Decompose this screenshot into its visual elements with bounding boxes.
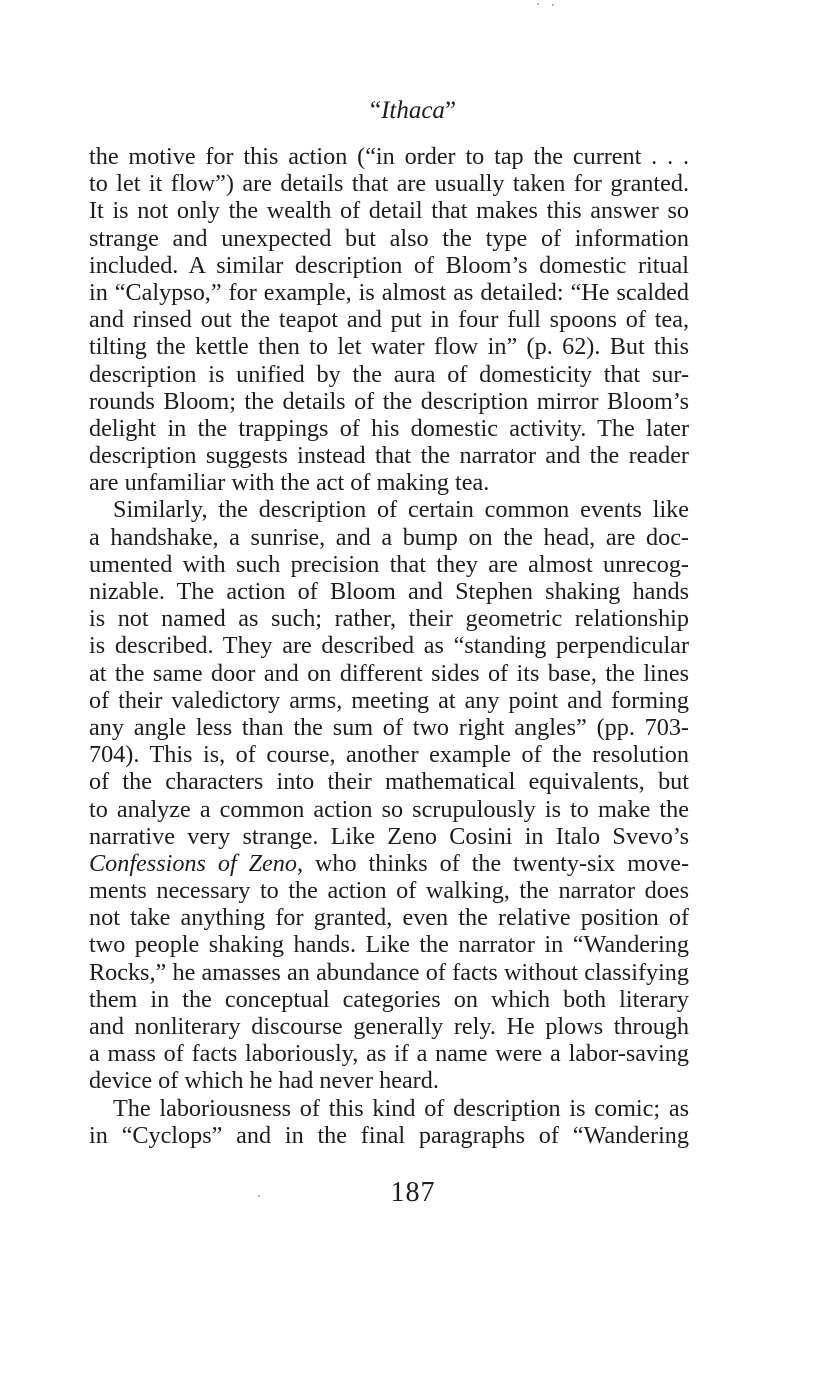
text-line: rounds Bloom; the details of the description mirror Bloom’s	[89, 387, 689, 415]
text-line: a handshake, a sunrise, and a bump on the head, are doc-	[89, 523, 689, 551]
text-line: device of which he had never heard.	[89, 1067, 439, 1095]
text-line: ments necessary to the action of walking, the narrator does	[89, 877, 689, 905]
text-line: two people shaking hands. Like the narrator in “Wandering	[89, 931, 689, 959]
scan-speck	[552, 4, 554, 6]
text-line: umented with such precision that they are almost unrecog-	[89, 550, 689, 578]
running-head	[0, 96, 826, 126]
text-line-rest: , who thinks of the twenty-six move-	[296, 849, 689, 877]
text-line: at the same door and on different sides of its base, the lines	[89, 659, 689, 687]
scan-speck	[537, 3, 539, 5]
text-line: delight in the trappings of his domestic activity. The later	[89, 414, 689, 442]
running-head-open-quote: “	[369, 97, 382, 124]
running-head-title: Ithaca	[381, 97, 445, 124]
text-line: not take anything for granted, even the relative position of	[89, 904, 689, 932]
text-line: is not named as such; rather, their geometric relationship	[89, 605, 689, 633]
text-line: are unfamiliar with the act of making tea.	[89, 469, 490, 497]
body-text	[89, 143, 689, 1149]
running-head-close-quote: ”	[444, 97, 457, 124]
text-line: the motive for this action (“in order to tap the current . . .	[89, 143, 689, 170]
text-line: strange and unexpected but also the type of information	[89, 224, 689, 252]
text-line: description suggests instead that the narrator and the reader	[89, 442, 689, 470]
text-line: It is not only the wealth of detail that makes this answer so	[89, 197, 689, 225]
page-number: 187	[390, 1177, 436, 1208]
text-line-with-book-title	[89, 850, 689, 877]
text-line: of their valedictory arms, meeting at any point and forming	[89, 686, 689, 714]
text-line: Rocks,” he amasses an abundance of facts without classifying	[89, 958, 689, 986]
text-line: and nonliterary discourse generally rely. He plows through	[89, 1013, 689, 1040]
paragraph-first-line: The laboriousness of this kind of description is comic; as	[113, 1094, 689, 1122]
text-line: any angle less than the sum of two right angles” (pp. 703-	[89, 713, 689, 741]
text-line: description is unified by the aura of domesticity that sur-	[89, 360, 689, 388]
text-line: a mass of facts laboriously, as if a name were a labor-saving	[89, 1040, 689, 1068]
text-line: nizable. The action of Bloom and Stephen shaking hands	[89, 578, 689, 605]
text-line: 704). This is, of course, another example of the resolution	[89, 741, 689, 769]
paragraph-first-line: Similarly, the description of certain common events like	[113, 496, 689, 524]
scan-speck	[258, 1195, 260, 1197]
text-line: of the characters into their mathematical equivalents, but	[89, 768, 689, 796]
text-line: them in the conceptual categories on which both literary	[89, 985, 689, 1013]
text-line: in “Cyclops” and in the final paragraphs of “Wandering	[89, 1121, 689, 1149]
text-line: included. A similar description of Bloom’s domestic ritual	[89, 251, 689, 279]
text-line: tilting the kettle then to let water flow in” (p. 62). But this	[89, 333, 689, 361]
text-line: and rinsed out the teapot and put in four full spoons of tea,	[89, 306, 689, 334]
book-title: Confessions of Zeno	[89, 849, 297, 877]
text-line: to let it flow”) are details that are usually taken for granted.	[89, 170, 689, 198]
text-line: narrative very strange. Like Zeno Cosini in Italo Svevo’s	[89, 822, 689, 850]
text-line: to analyze a common action so scrupulously is to make the	[89, 795, 689, 823]
text-line: in “Calypso,” for example, is almost as detailed: “He scalded	[89, 278, 689, 306]
text-line: is described. They are described as “standing perpendicular	[89, 632, 689, 660]
